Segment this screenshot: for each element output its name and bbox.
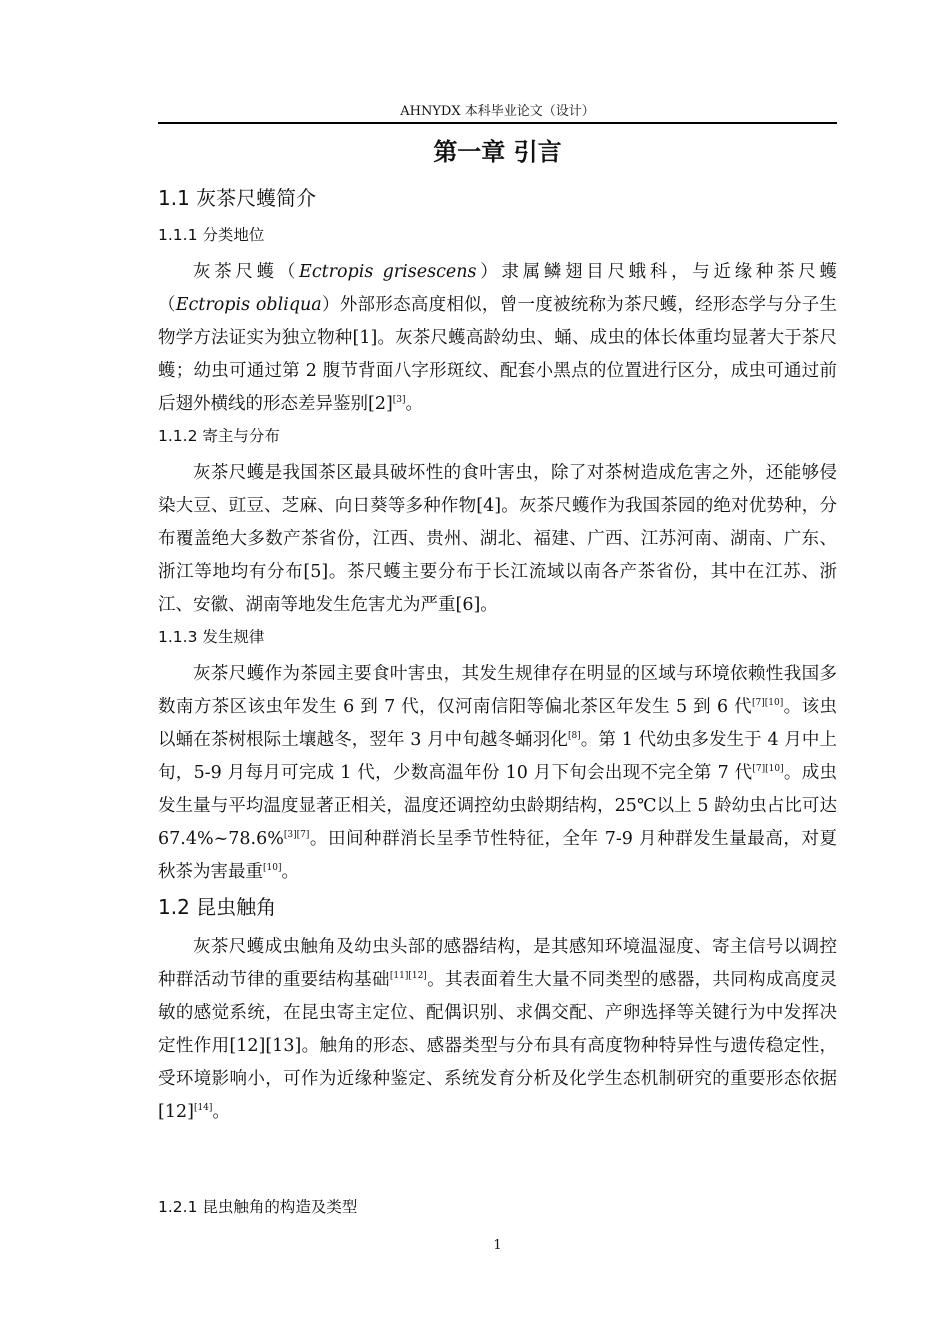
subsection-heading-1-1-3: 1.1.3 发生规律 <box>158 628 265 646</box>
citation: [10] <box>263 863 282 873</box>
subsection-heading-1-1-2: 1.1.2 寄主与分布 <box>158 427 280 445</box>
paragraph-occurrence: 灰茶尺蠖作为茶园主要食叶害虫，其发生规律存在明显的区域与环境依赖性我国多数南方茶区该虫年发生 6 到 7 代，仅河南信阳等偏北茶区年发生 5 到 6 代[7][10]。该虫以蛹在茶树根际土壤越冬，翌年 3 月中旬越冬蛹羽化[8]。第 1 代幼虫多发生于 4 月中上旬，5-9 月每月可完成 1 代，少数高温年份 10 月下旬会出现不完全第 7 代[7][10]。成虫发生量与平均温度显著正相关，温度还调控幼虫龄期结构，25℃以上 5 龄幼虫占比可达 67.4%~78.6%[3][7]。田间种群消长呈季节性特征，全年 7-9 月种群发生量最高，对夏秋茶为害最重[10]。 <box>158 664 838 882</box>
citation: [3][7] <box>283 830 310 840</box>
latin-name: Ectropis obliqua <box>175 295 322 315</box>
citation: [8] <box>567 731 581 741</box>
citation: [7][10] <box>752 764 784 774</box>
citation: [14] <box>193 1103 213 1113</box>
latin-name: Ectropis grisescens <box>299 262 477 282</box>
page-number: 1 <box>493 1238 502 1253</box>
subsection-heading-1-2-1: 1.2.1 昆虫触角的构造及类型 <box>158 1198 358 1216</box>
paragraph-host-distribution: 灰茶尺蠖是我国茶区最具破坏性的食叶害虫，除了对茶树造成危害之外，还能够侵染大豆、豇豆、芝麻、向日葵等多种作物[4]。灰茶尺蠖作为我国茶园的绝对优势种，分布覆盖绝大多数产茶省份，江西、贵州、湖北、福建、广西、江苏河南、湖南、广东、浙江等地均有分布[5]。茶尺蠖主要分布于长江流域以南各产茶省份，其中在江苏、浙江、安徽、湖南等地发生危害尤为严重[6]。 <box>158 463 837 615</box>
citation: [7][10] <box>752 698 784 708</box>
running-header: AHNYDX 本科毕业论文（设计） <box>400 104 595 119</box>
section-heading-1-1: 1.1 灰茶尺蠖简介 <box>158 186 317 210</box>
subsection-heading-1-1-1: 1.1.1 分类地位 <box>158 226 265 244</box>
paragraph-classification: 灰茶尺蠖（Ectropis grisescens）隶属鳞翅目尺蛾科，与近缘种茶尺蠖（Ectropis obliqua）外部形态高度相似，曾一度被统称为茶尺蠖，经形态学与分子生物学方法证实为独立物种[1]。灰茶尺蠖高龄幼虫、蛹、成虫的体长体重均显著大于茶尺蠖；幼虫可通过第 2 腹节背面八字形斑纹、配套小黑点的位置进行区分，成虫可通过前后翅外横线的形态差异鉴别[2][3]。 <box>158 262 838 414</box>
citation: [3] <box>392 395 406 405</box>
chapter-title: 第一章 引言 <box>433 138 562 166</box>
header-rule <box>158 122 837 124</box>
citation: [11][12] <box>389 971 427 981</box>
section-heading-1-2: 1.2 昆虫触角 <box>158 895 277 919</box>
paragraph-antennae: 灰茶尺蠖成虫触角及幼虫头部的感器结构，是其感知环境温湿度、寄主信号以调控种群活动节律的重要结构基础[11][12]。其表面着生大量不同类型的感器，共同构成高度灵敏的感觉系统，在昆虫寄主定位、配偶识别、求偶交配、产卵选择等关键行为中发挥决定性作用[12][13]。触角的形态、感器类型与分布具有高度物种特异性与遗传稳定性，受环境影响小，可作为近缘种鉴定、系统发育分析及化学生态机制研究的重要形态依据[12][14]。 <box>158 937 838 1122</box>
